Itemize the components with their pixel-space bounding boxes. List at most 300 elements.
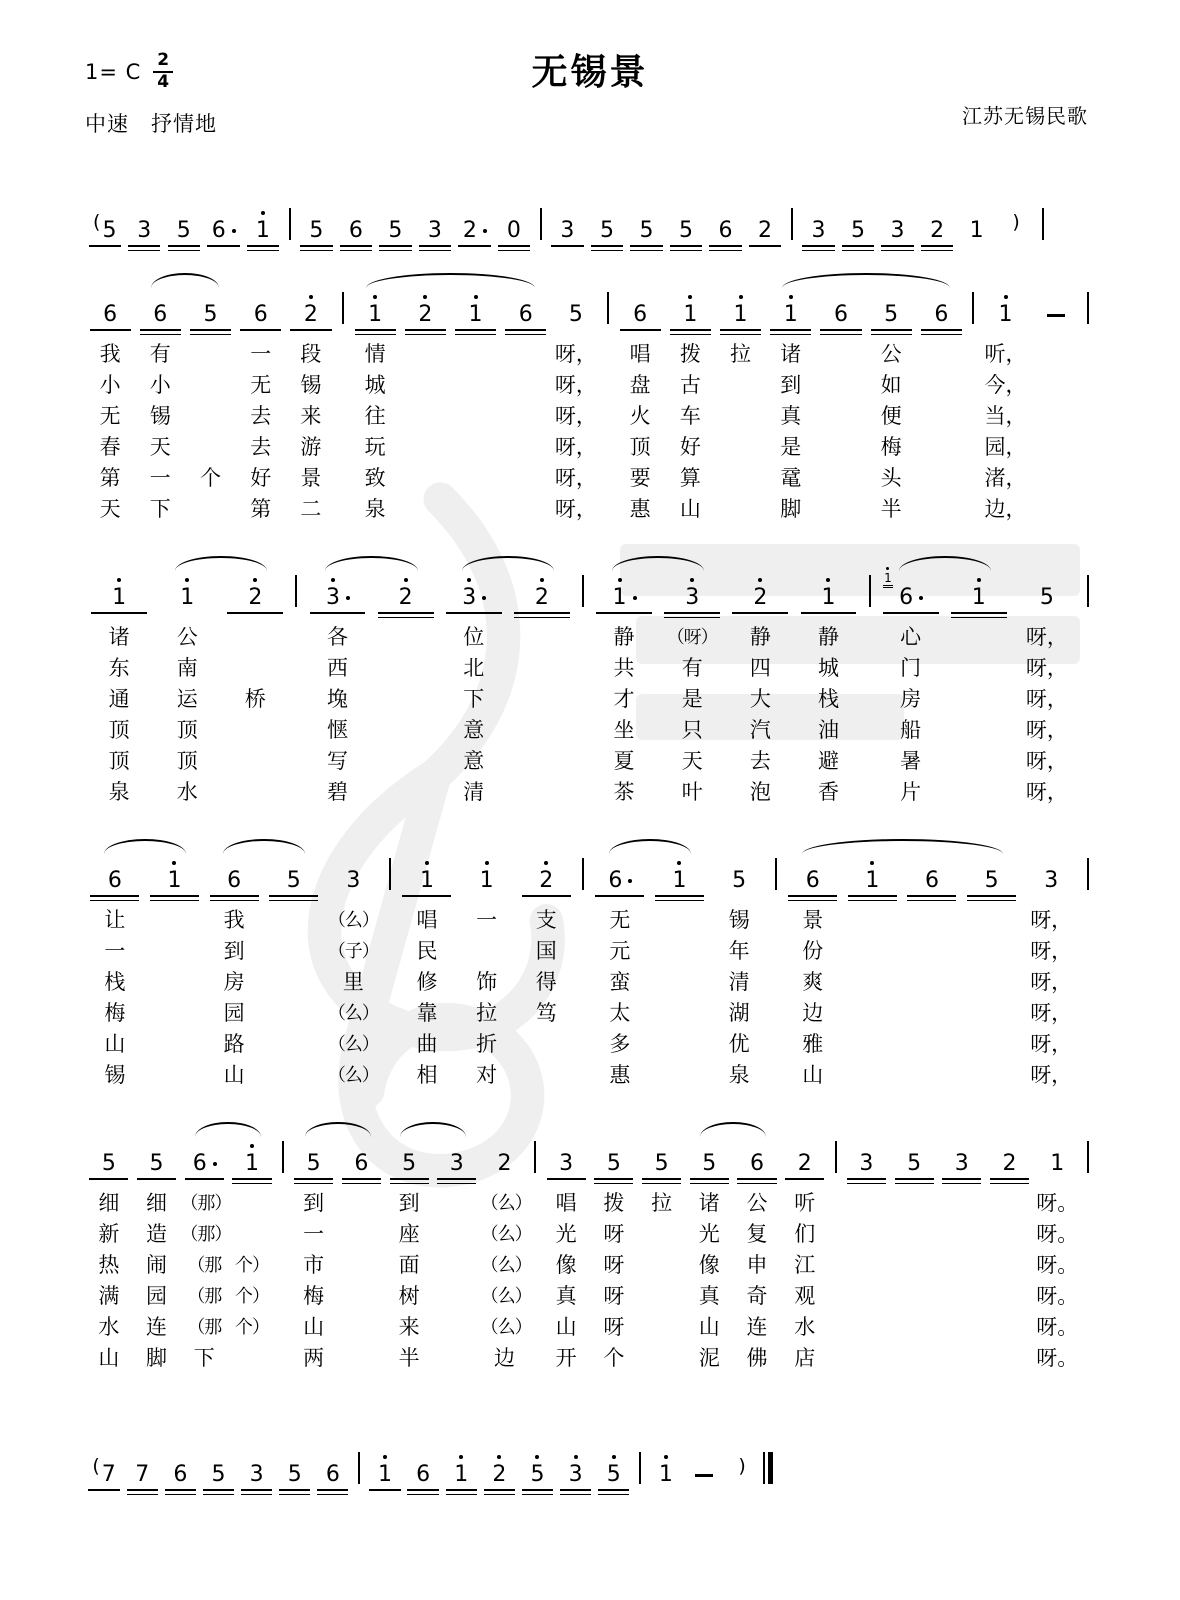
duration-dash [1047, 314, 1065, 317]
note-digit: 5 [176, 218, 191, 243]
lyric-syllable: 小 [149, 374, 171, 397]
lyric-syllable [145, 998, 205, 1029]
lyric-syllable: 好 [679, 436, 701, 459]
lyric-syllable: 呀 [603, 1316, 625, 1339]
lyric-syllable: 呀， [554, 405, 597, 428]
lyric-syllable: 观 [794, 1285, 816, 1308]
note [890, 1139, 938, 1175]
note [615, 290, 665, 326]
lyric-syllable: 鼋 [780, 467, 802, 490]
note-column [548, 206, 588, 242]
note-column [665, 290, 715, 525]
beam-underline [951, 617, 1007, 619]
lyric-syllable: 民 [416, 940, 438, 963]
lyric-syllable: 泉 [364, 498, 386, 521]
lyric-syllable [264, 905, 324, 936]
lyric-syllable: 呀， [554, 343, 597, 366]
beam-underline [596, 612, 652, 614]
beam-underline [241, 1494, 272, 1496]
lyric-syllable: 路 [223, 1033, 245, 1056]
note-column [783, 856, 843, 1091]
note-column [518, 1450, 556, 1486]
note [878, 206, 918, 242]
lyric-syllable: 个 [200, 467, 221, 490]
beam-underline [788, 900, 837, 902]
beam-underline [505, 329, 546, 331]
lyric-syllable: 盘 [629, 374, 651, 397]
octave-dot [688, 295, 692, 299]
lyric-syllable: 连 [746, 1316, 768, 1339]
beam-underline [594, 1178, 633, 1180]
slur-arc [175, 556, 267, 571]
note-digit: 3 [1044, 868, 1059, 893]
lyric-syllable: 车 [679, 405, 701, 428]
lyric-syllable [945, 746, 1013, 777]
lyric-syllable: 泡 [749, 781, 771, 804]
lyric-syllable [264, 1029, 324, 1060]
lyric-syllable [221, 746, 289, 777]
lyric-syllable [638, 1250, 686, 1281]
octave-dot [497, 1455, 501, 1459]
lyric-syllable: 共 [613, 657, 635, 680]
note-digit: 6 [107, 868, 122, 893]
lyric-syllable: 今， [984, 374, 1027, 397]
note-digit: 6 [211, 218, 226, 243]
beam-underline [342, 1178, 381, 1180]
beam-underline [247, 245, 279, 247]
lyric-column [658, 622, 726, 808]
lyric-syllable [501, 494, 551, 525]
lyric-syllable [650, 1029, 710, 1060]
lyric-column [457, 905, 517, 1091]
beam-underline [801, 612, 857, 614]
lyric-syllable: 呀， [554, 436, 597, 459]
lyric-syllable [715, 463, 765, 494]
lyric-syllable: 呀， [1030, 971, 1073, 994]
note [494, 206, 534, 242]
note-column [980, 290, 1030, 525]
lyric-syllable: 半 [398, 1347, 420, 1370]
octave-dot [185, 578, 189, 582]
note-digit: 5 [203, 302, 218, 327]
octave-dot [253, 578, 257, 582]
note [866, 290, 916, 326]
note-column [480, 1450, 518, 1486]
lyric-syllable: 南 [176, 657, 198, 680]
lyric-syllable: 如 [880, 374, 902, 397]
barline [1036, 206, 1050, 240]
note [508, 573, 576, 609]
lyric-syllable: 运 [176, 688, 198, 711]
beam-underline [405, 329, 446, 331]
lyric-syllable [1031, 463, 1081, 494]
lyric-syllable: 呀， [554, 467, 597, 490]
note [962, 856, 1022, 892]
octave-dot [117, 578, 121, 582]
note-column [85, 1450, 123, 1486]
lyric-syllable [508, 653, 576, 684]
lyric-syllable: 头 [880, 467, 902, 490]
note-digit: 1 [255, 220, 271, 242]
octave-dot [331, 578, 335, 582]
lyric-syllable [1031, 494, 1081, 525]
lyric-syllable [400, 432, 450, 463]
beam-underline [405, 334, 446, 336]
lyric-syllable: 呀， [1030, 940, 1073, 963]
lyric-syllable: 唱 [555, 1192, 577, 1215]
slur-arc [700, 1122, 765, 1137]
octave-dot [485, 861, 489, 865]
note-column [180, 1139, 232, 1374]
beam-underline [522, 1494, 553, 1496]
octave-dot [612, 1455, 616, 1459]
lyric-syllable [916, 463, 966, 494]
note-digit: 1 [682, 304, 698, 326]
final-barline [761, 1450, 775, 1484]
lyric-syllable [816, 463, 866, 494]
note-digit: 1 [998, 304, 1014, 326]
note-column [877, 573, 945, 808]
beam-underline [709, 250, 741, 252]
note-digit: 1 [733, 304, 749, 326]
slur-arc [400, 1122, 465, 1137]
lyric-syllable: 油 [817, 719, 839, 742]
lyric-syllable: 景 [802, 909, 824, 932]
lyric-syllable: 元 [609, 940, 631, 963]
note [1013, 573, 1081, 609]
note-digit: 3 [890, 218, 905, 243]
beam-underline [310, 612, 366, 614]
lyric-syllable: 一 [476, 909, 498, 932]
vocal-system-1 [85, 266, 1095, 525]
beam-underline [355, 334, 396, 336]
lyric-syllable: 对 [476, 1064, 498, 1087]
beam-underline [670, 245, 702, 247]
note-digit: 6 [749, 1151, 764, 1176]
note-digit: 3 [954, 1151, 969, 1176]
lyric-syllable [902, 967, 962, 998]
beam-underline [190, 334, 231, 336]
beam-underline [842, 250, 874, 252]
lyric-syllable: 泥 [698, 1347, 720, 1370]
lyric-syllable: 一 [104, 940, 126, 963]
beam-underline [990, 1178, 1029, 1180]
lyric-syllable [986, 1188, 1034, 1219]
note-column [723, 1450, 761, 1486]
lyric-syllable [501, 432, 551, 463]
lyric-syllable: 门 [900, 657, 922, 680]
note [85, 206, 125, 242]
octave-dot [425, 861, 429, 865]
beam-underline [642, 1178, 681, 1180]
lyric-syllable: 香 [817, 781, 839, 804]
lyric-syllable: 来 [398, 1316, 420, 1339]
note-column [587, 206, 627, 242]
lyric-syllable [843, 967, 903, 998]
time-signature-numerator: 2 [153, 52, 173, 73]
lyric-syllable: 渚， [984, 467, 1027, 490]
beam-underline [720, 334, 761, 336]
lyric-column [440, 622, 508, 808]
lyric-syllable: 大 [749, 688, 771, 711]
lyric-syllable: 公 [176, 626, 198, 649]
note-digit: 3 [449, 1151, 464, 1176]
note [794, 573, 862, 609]
note-digit: 6 [153, 302, 168, 327]
note [85, 290, 135, 326]
lyric-syllable: 呀， [1025, 626, 1068, 649]
beam-underline [690, 1178, 729, 1180]
lyric-column [890, 1188, 938, 1374]
lyric-syllable [400, 401, 450, 432]
lyric-syllable [145, 1029, 205, 1060]
note-column [185, 290, 235, 525]
lyric-syllable: 呀 [603, 1285, 625, 1308]
lyric-syllable: 得 [535, 971, 557, 994]
beam-underline [90, 895, 139, 897]
lyric-syllable [962, 1060, 1022, 1091]
note-digit: 2 [491, 1464, 507, 1486]
note [843, 856, 903, 892]
lyric-syllable [508, 715, 576, 746]
note [221, 573, 289, 609]
lyric-column [877, 622, 945, 808]
lyric-syllable: 便 [880, 405, 902, 428]
note-column [501, 290, 551, 525]
beam-underline [279, 1489, 310, 1491]
beam-underline [498, 245, 530, 247]
note [838, 206, 878, 242]
note-digit: 5 [851, 218, 866, 243]
lyric-syllable: 呀 [603, 1254, 625, 1277]
lyric-syllable: 呀， [554, 498, 597, 521]
lyric-syllable [916, 339, 966, 370]
note [481, 1139, 529, 1175]
octave-dot [789, 295, 793, 299]
lyric-syllable: 位 [463, 626, 485, 649]
lyric-syllable: 脚 [780, 498, 802, 521]
lyric-syllable: 天 [681, 750, 703, 773]
beam-underline [921, 250, 953, 252]
lyric-syllable: 到 [780, 374, 802, 397]
lyric-syllable: 呀， [1030, 1064, 1073, 1087]
lyric-column [385, 1188, 433, 1374]
barline [383, 856, 397, 890]
beam-underline [455, 329, 496, 331]
lyric-column [303, 622, 371, 808]
note-column [133, 1139, 181, 1374]
lyric-syllable: （么） [480, 1317, 532, 1337]
lyric-syllable [986, 1312, 1034, 1343]
note [551, 290, 601, 326]
note-column [433, 1139, 481, 1374]
vocal-system-2 [85, 549, 1095, 808]
note-column [986, 1139, 1034, 1374]
beam-underline [595, 895, 644, 897]
note-digit: 5 [306, 1151, 321, 1176]
lyric-syllable [945, 715, 1013, 746]
lyric-syllable [433, 1312, 481, 1343]
note-column [890, 1139, 938, 1374]
note-digit: 5 [149, 1151, 164, 1176]
beam-underline [990, 1183, 1029, 1185]
note [685, 1139, 733, 1175]
beam-underline [89, 245, 121, 247]
slur-arc [104, 839, 186, 854]
note-digit: 1 [111, 587, 127, 609]
lyric-syllable [945, 684, 1013, 715]
lyric-syllable: 惠 [609, 1064, 631, 1087]
beam-underline [921, 334, 962, 336]
beam-underline [300, 250, 332, 252]
lyric-syllable: 半 [880, 498, 902, 521]
beam-underline [785, 1178, 824, 1180]
lyric-syllable: 玩 [364, 436, 386, 459]
lyric-syllable [650, 967, 710, 998]
lyric-syllable: （么） [327, 1034, 379, 1054]
lyric-column [650, 905, 710, 1091]
lyric-syllable [962, 1029, 1022, 1060]
lyric-column [794, 622, 862, 808]
note-digit: 1 [244, 1153, 260, 1175]
lyric-syllable [890, 1219, 938, 1250]
note-column [415, 206, 455, 242]
lyric-syllable [450, 463, 500, 494]
lyric-column [221, 622, 289, 808]
beam-underline [484, 1489, 515, 1491]
beam-underline [895, 1183, 934, 1185]
lyric-syllable [890, 1188, 938, 1219]
lyric-syllable: 顶 [176, 719, 198, 742]
note-column [838, 206, 878, 242]
note-column [647, 1450, 685, 1486]
lyric-syllable: 唱 [416, 909, 438, 932]
lyric-syllable: 呀， [1025, 781, 1068, 804]
lyric-syllable: 呀， [554, 374, 597, 397]
lyric-column [685, 1188, 733, 1374]
lyric-syllable: 呀。 [1036, 1285, 1079, 1308]
lyric-syllable: 光 [555, 1223, 577, 1246]
note-digit: 6 [325, 1462, 340, 1487]
lyric-syllable: 顶 [108, 750, 130, 773]
augmentation-dot [346, 596, 350, 600]
closing-paren: ) [1012, 210, 1020, 233]
note-digit: 5 [388, 218, 403, 243]
lyric-column [615, 339, 665, 525]
lyric-column [433, 1188, 481, 1374]
lyric-syllable: （呀） [666, 627, 718, 647]
vocal-system-4 [85, 1115, 1095, 1374]
beam-underline [802, 250, 834, 252]
lyric-syllable [916, 370, 966, 401]
lyric-syllable [843, 998, 903, 1029]
lyric-syllable [938, 1219, 986, 1250]
beam-underline [342, 1183, 381, 1185]
beam-underline [881, 250, 913, 252]
lyric-syllable [843, 936, 903, 967]
note-digit: 6 [924, 868, 939, 893]
augmentation-dot [482, 596, 486, 600]
lyric-syllable [185, 339, 235, 370]
beam-underline [150, 900, 199, 902]
lyric-syllable [962, 967, 1022, 998]
note-digit: 3 [859, 1151, 874, 1176]
note-digit: 3 [559, 1151, 574, 1176]
note [1021, 856, 1081, 892]
lyric-syllable: 拨 [679, 343, 701, 366]
note [766, 290, 816, 326]
note [902, 856, 962, 892]
lyric-syllable: 山 [104, 1033, 126, 1056]
note [542, 1139, 590, 1175]
lyric-syllable [1031, 401, 1081, 432]
lyric-syllable [890, 1250, 938, 1281]
note-column [638, 1139, 686, 1374]
lyric-syllable: 心 [900, 626, 922, 649]
beam-underline [165, 1494, 196, 1496]
note-column [745, 206, 785, 242]
beam-underline [185, 1178, 224, 1180]
lyric-column [85, 622, 153, 808]
lyric-syllable: 优 [728, 1033, 750, 1056]
note [442, 1450, 480, 1486]
lyric-syllable [843, 1343, 891, 1374]
lyric-syllable: 天 [149, 436, 171, 459]
lyric-syllable: 呀， [1030, 1002, 1073, 1025]
note-column [1013, 573, 1081, 808]
lyric-syllable: 拉 [476, 1002, 498, 1025]
lyric-syllable: 东 [108, 657, 130, 680]
lyric-syllable [400, 494, 450, 525]
octave-dot [540, 578, 544, 582]
augmentation-dot [232, 229, 236, 233]
lyric-syllable: 相 [416, 1064, 438, 1087]
note-digit: 3 [427, 218, 442, 243]
octave-dot [459, 1455, 463, 1459]
lyric-syllable: 拨 [603, 1192, 625, 1215]
lyric-column [638, 1188, 686, 1374]
beam-underline [232, 1183, 271, 1185]
lyric-syllable: 顶 [176, 750, 198, 773]
lyric-syllable: 山 [303, 1316, 325, 1339]
note [638, 1139, 686, 1175]
lyric-syllable: 是 [780, 436, 802, 459]
note [180, 1139, 228, 1175]
lyric-syllable: 呀， [1025, 657, 1068, 680]
beam-underline [210, 900, 259, 902]
note-column [297, 206, 337, 242]
note [733, 1139, 781, 1175]
note-column [916, 290, 966, 525]
note-column [397, 856, 457, 1091]
beam-underline [317, 1489, 348, 1491]
lyric-column [551, 339, 601, 525]
note-digit: 5 [529, 1464, 545, 1486]
lyric-syllable: 树 [398, 1285, 420, 1308]
lyric-syllable [400, 339, 450, 370]
lyric-column [783, 905, 843, 1091]
lyric-column [843, 1188, 891, 1374]
beam-underline [820, 329, 861, 331]
lyric-syllable: 城 [817, 657, 839, 680]
note [125, 206, 165, 242]
lyric-syllable: 诸 [108, 626, 130, 649]
lyric-syllable: 锡 [728, 909, 750, 932]
lyric-syllable: 火 [629, 405, 651, 428]
note-column [85, 1139, 133, 1374]
lyric-syllable: 春 [99, 436, 121, 459]
octave-dot [309, 295, 313, 299]
